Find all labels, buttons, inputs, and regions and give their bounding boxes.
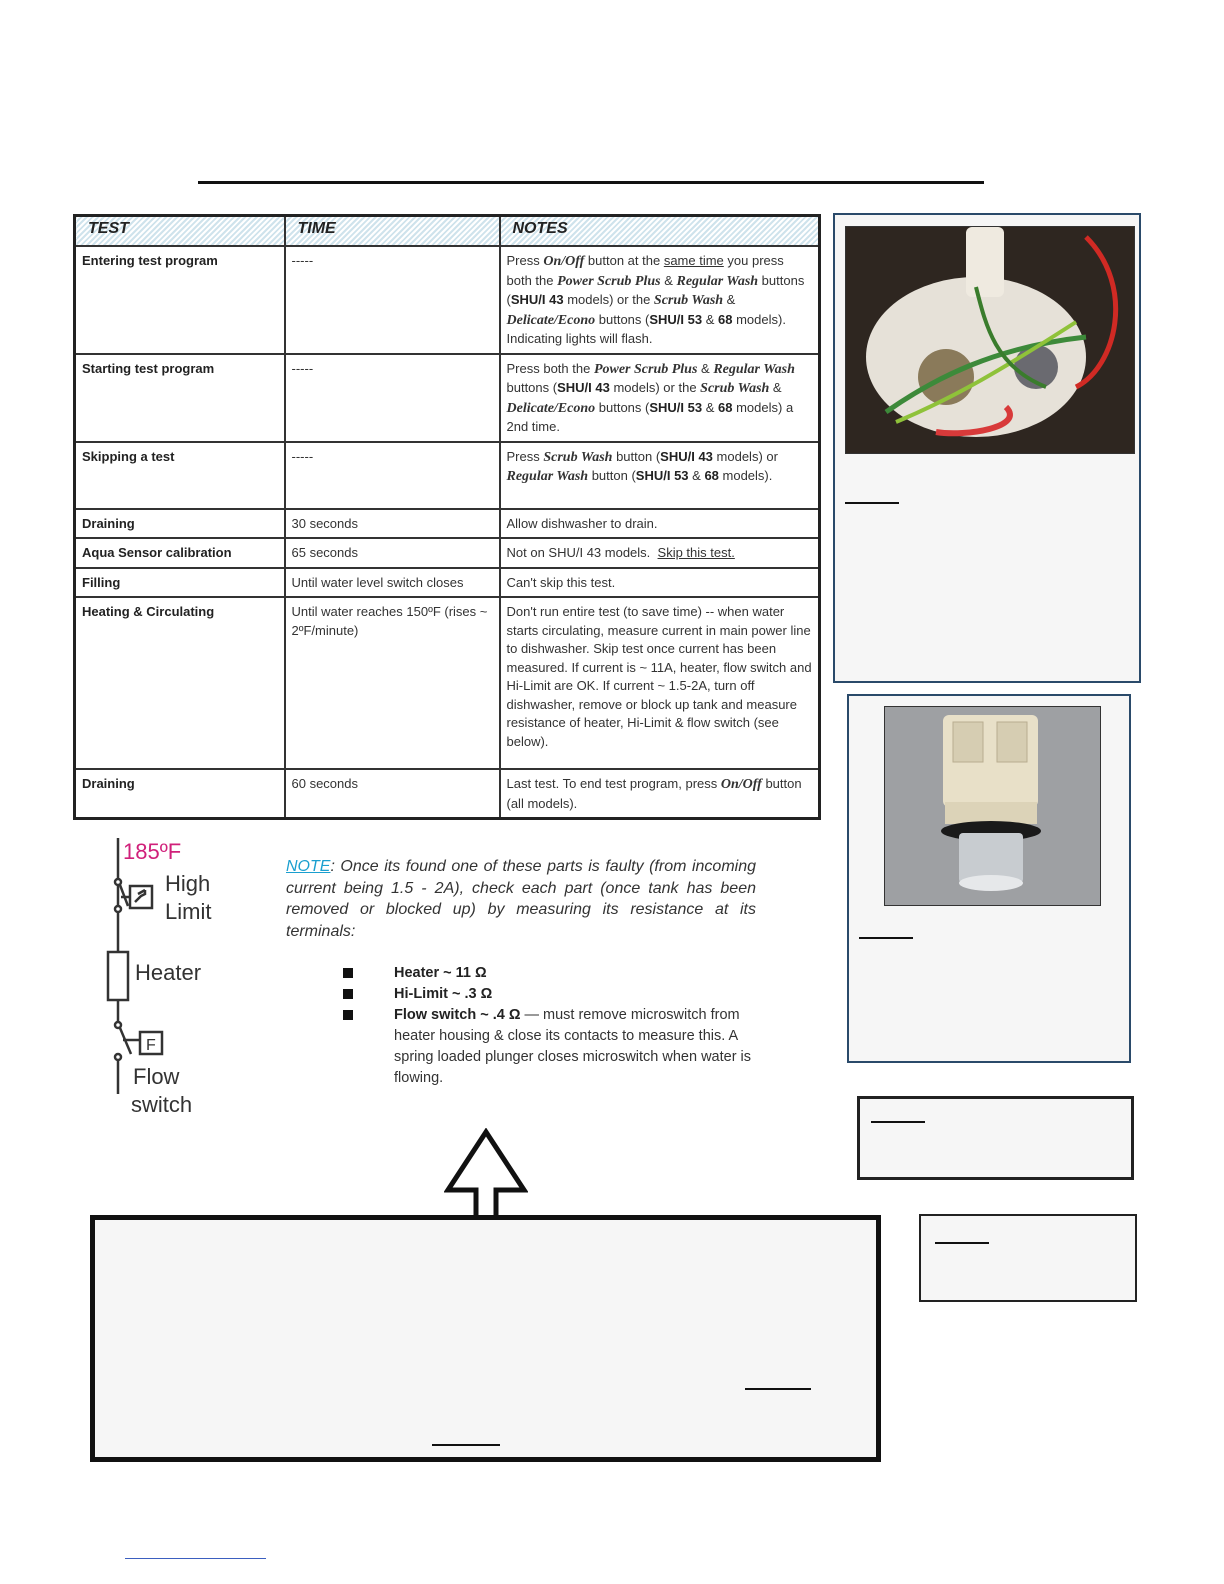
flow-switch-photo xyxy=(884,706,1101,906)
notes-cell: Not on SHU/I 43 models. Skip this test. xyxy=(500,538,820,568)
test-cell: Filling xyxy=(75,568,285,598)
header-notes: NOTES xyxy=(500,216,820,247)
table-row xyxy=(75,597,820,769)
summary-underline xyxy=(432,1444,500,1446)
time-cell: 65 seconds xyxy=(285,538,500,568)
test-program-table xyxy=(73,214,821,820)
high-label: High xyxy=(165,871,211,896)
notes-cell: Press On/Off button at the same time you press both the Power Scrub Plus & Regular Wash buttons (SHU/I 43 models) or the Scrub Wash & Delicate/Econo buttons (SHU/I 53 & 68 models). Indicating lights will flash. xyxy=(500,246,820,354)
test-cell: Aqua Sensor calibration xyxy=(75,538,285,568)
bullet-icon xyxy=(343,989,353,999)
test-cell: Heating & Circulating xyxy=(75,597,285,769)
header-time: TIME xyxy=(285,216,500,247)
time-cell: 30 seconds xyxy=(285,509,500,539)
header-test: TEST xyxy=(75,216,285,247)
footer-link[interactable] xyxy=(125,1558,266,1559)
note-label: NOTE xyxy=(286,858,331,875)
notes-cell: Press Scrub Wash button (SHU/I 43 models) or Regular Wash button (SHU/I 53 & 68 models). xyxy=(500,442,820,509)
test-cell: Draining xyxy=(75,769,285,819)
time-cell: Until water reaches 150ºF (rises ~ 2ºF/minute) xyxy=(285,597,500,769)
up-arrow-icon xyxy=(444,1128,528,1224)
hi-limit-temperature: 185ºF xyxy=(123,839,182,864)
limit-label: Limit xyxy=(165,899,212,924)
test-cell: Draining xyxy=(75,509,285,539)
table-row xyxy=(75,568,820,598)
time-cell: ----- xyxy=(285,442,500,509)
summary-box xyxy=(90,1215,881,1462)
flow-label: Flow xyxy=(133,1064,180,1089)
table-row xyxy=(75,509,820,539)
caption-underline xyxy=(871,1121,925,1123)
resistance-list xyxy=(340,963,760,1089)
table-row xyxy=(75,538,820,568)
notes-cell: Press both the Power Scrub Plus & Regular Wash buttons (SHU/I 43 models) or the Scrub Wash & Delicate/Econo buttons (SHU/I 53 & 68 models) a 2nd time. xyxy=(500,354,820,442)
caption-box-a xyxy=(857,1096,1134,1180)
table-row xyxy=(75,442,820,509)
list-item: Heater ~ 11 Ω xyxy=(340,963,760,984)
caption-underline xyxy=(845,502,899,504)
notes-cell: Don't run entire test (to save time) -- when water starts circulating, measure current in main power line to dishwasher. Skip test once current has been measured. If current is ~ 11A, heater, flow switch and Hi-Limit are OK. If current ~ 1.5-2A, turn off dishwasher, remove or block up tank and measure resistance of heater, Hi-Limit & flow switch (see below). xyxy=(500,597,820,769)
list-item: Flow switch ~ .4 Ω — must remove microswitch from heater housing & close its contacts to measure this. A spring loaded plunger closes microswitch when water is flowing. xyxy=(340,1005,760,1089)
notes-cell: Can't skip this test. xyxy=(500,568,820,598)
test-cell: Starting test program xyxy=(75,354,285,442)
notes-cell: Allow dishwasher to drain. xyxy=(500,509,820,539)
caption-box-b xyxy=(919,1214,1137,1302)
flow-switch-symbol: F xyxy=(146,1037,156,1054)
table-header-row xyxy=(75,216,820,247)
bullet-icon xyxy=(343,968,353,978)
time-cell: ----- xyxy=(285,354,500,442)
test-cell: Skipping a test xyxy=(75,442,285,509)
time-cell: 60 seconds xyxy=(285,769,500,819)
test-cell: Entering test program xyxy=(75,246,285,354)
time-cell: ----- xyxy=(285,246,500,354)
wiring-photo xyxy=(845,226,1135,454)
bullet-icon xyxy=(343,1010,353,1020)
caption-underline xyxy=(935,1242,989,1244)
table-row xyxy=(75,769,820,819)
summary-underline xyxy=(745,1388,811,1390)
heater-label: Heater xyxy=(135,960,202,985)
caption-underline xyxy=(859,937,913,939)
notes-cell: Last test. To end test program, press On/Off button (all models). xyxy=(500,769,820,819)
time-cell: Until water level switch closes xyxy=(285,568,500,598)
resistance-note: NOTE: Once its found one of these parts is faulty (from incoming current being 1.5 - 2A), check each part (once tank has been removed or blocked up) by measuring its resistance at its terminals: xyxy=(286,858,756,940)
table-row xyxy=(75,354,820,442)
switch-label: switch xyxy=(131,1092,193,1117)
table-row xyxy=(75,246,820,354)
list-item: Hi-Limit ~ .3 Ω xyxy=(340,984,760,1005)
title-underline xyxy=(198,181,984,184)
